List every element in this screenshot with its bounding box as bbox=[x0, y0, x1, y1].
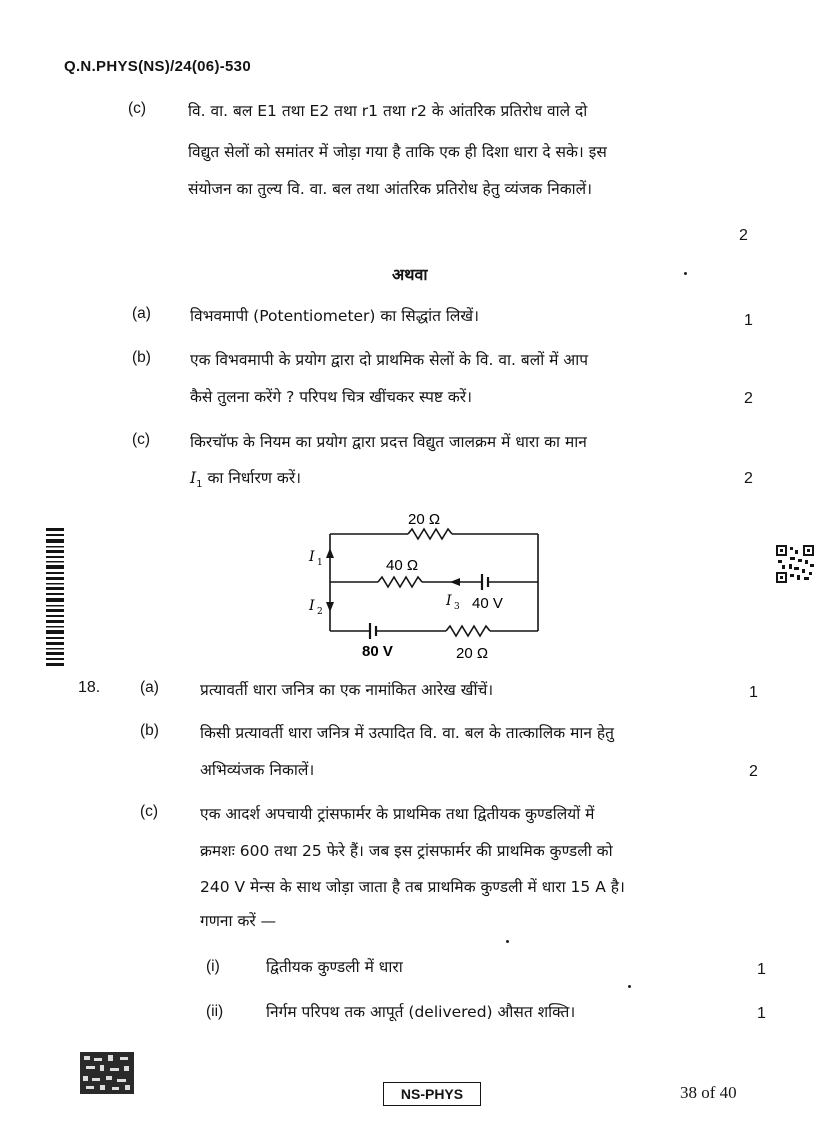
q18c-line-2: क्रमशः 600 तथा 25 फेरे हैं। जब इस ट्रांसफार्मर की प्राथमिक कुण्डली को bbox=[200, 842, 613, 860]
q18c-line-1: एक आदर्श अपचायी ट्रांसफार्मर के प्राथमिक तथा द्वितीयक कुण्डलियों में bbox=[200, 805, 595, 823]
arrow-i1-up bbox=[326, 548, 334, 558]
q18a-text: प्रत्यावर्ती धारा जनित्र का एक नामांकित आरेख खींचें। bbox=[200, 681, 494, 699]
label-v-bottom: 80 V bbox=[362, 643, 393, 660]
barcode-icon bbox=[46, 528, 64, 668]
or-c-marks: 2 bbox=[744, 470, 753, 487]
current-i1-symbol: I bbox=[190, 469, 197, 487]
q17c-label: (c) bbox=[128, 100, 147, 117]
footer-subject-code: NS-PHYS bbox=[383, 1082, 481, 1106]
q18b-marks: 2 bbox=[749, 763, 758, 780]
q17c-line-2: विद्युत सेलों को समांतर में जोड़ा गया है ताकि एक ही दिशा धारा दे सके। इस bbox=[188, 143, 607, 161]
or-b-line-1: एक विभवमापी के प्रयोग द्वारा दो प्राथमिक सेलों के वि. वा. बलों में आप bbox=[190, 351, 588, 369]
ink-dot bbox=[684, 272, 687, 275]
label-i2: I bbox=[309, 598, 315, 614]
page-number: 38 of 40 bbox=[680, 1083, 737, 1102]
q18c-label: (c) bbox=[140, 803, 159, 820]
label-i1-sub: 1 bbox=[317, 558, 323, 568]
resistor-mid bbox=[378, 577, 422, 587]
q18a-marks: 1 bbox=[749, 684, 758, 701]
label-i2-sub: 2 bbox=[317, 607, 323, 617]
label-r-top: 20 Ω bbox=[408, 511, 441, 528]
resistor-bottom bbox=[446, 626, 490, 636]
or-c-label: (c) bbox=[132, 431, 151, 448]
label-i3-sub: 3 bbox=[454, 602, 460, 612]
q18c-line-4: गणना करें — bbox=[200, 912, 277, 930]
q18c-ii-label: (ii) bbox=[206, 1003, 224, 1020]
label-i1: I bbox=[309, 549, 315, 565]
or-a-label: (a) bbox=[132, 305, 151, 322]
q17c-marks: 2 bbox=[739, 227, 748, 244]
or-c-line-2-text: का निर्धारण करें। bbox=[207, 469, 302, 487]
label-r-bottom: 20 Ω bbox=[456, 645, 489, 662]
or-b-label: (b) bbox=[132, 349, 151, 366]
q18c-i-label: (i) bbox=[206, 958, 220, 975]
arrow-i2-down bbox=[326, 602, 334, 612]
paper-code: Q.N.PHYS(NS)/24(06)-530 bbox=[64, 58, 251, 75]
q18c-ii-text: निर्गम परिपथ तक आपूर्त (delivered) औसत शक्ति। bbox=[266, 1003, 576, 1021]
label-r-mid: 40 Ω bbox=[386, 557, 419, 574]
q17c-line-3: संयोजन का तुल्य वि. वा. बल तथा आंतरिक प्रतिरोध हेतु व्यंजक निकालें। bbox=[188, 180, 593, 198]
label-i3: I bbox=[446, 593, 452, 609]
q17c-line-1-text: वि. वा. बल E1 तथा E2 तथा r1 तथा r2 के आंतरिक प्रतिरोध वाले दो bbox=[188, 102, 588, 120]
ink-dot bbox=[628, 985, 631, 988]
scan-code-icon bbox=[80, 1052, 134, 1094]
q18c-ii-marks: 1 bbox=[757, 1005, 766, 1022]
q18a-label: (a) bbox=[140, 679, 159, 696]
or-c-line-2 bbox=[190, 467, 301, 496]
or-a-marks: 1 bbox=[744, 312, 753, 329]
q18c-line-3: 240 V मेन्स के साथ जोड़ा जाता है तब प्राथमिक कुण्डली में धारा 15 A है। bbox=[200, 878, 625, 896]
qr-code-icon bbox=[776, 545, 814, 583]
label-v-mid: 40 V bbox=[472, 595, 503, 612]
q18c-i-text: द्वितीयक कुण्डली में धारा bbox=[266, 958, 403, 976]
q18b-line-1: किसी प्रत्यावर्ती धारा जनित्र में उत्पादित वि. वा. बल के तात्कालिक मान हेतु bbox=[200, 724, 614, 742]
q17c-line-1 bbox=[188, 100, 587, 122]
current-i1-sub: 1 bbox=[196, 479, 203, 491]
kirchhoff-circuit-diagram bbox=[300, 506, 550, 666]
or-title: अथवा bbox=[392, 265, 428, 284]
or-c-line-1: किरचॉफ के नियम का प्रयोग द्वारा प्रदत्त विद्युत जालक्रम में धारा का मान bbox=[190, 433, 587, 451]
q18-number: 18. bbox=[78, 679, 101, 696]
q18b-label: (b) bbox=[140, 722, 159, 739]
arrow-i3-left bbox=[450, 578, 460, 586]
q18c-i-marks: 1 bbox=[757, 961, 766, 978]
q18b-line-2: अभिव्यंजक निकालें। bbox=[200, 761, 315, 779]
resistor-top bbox=[408, 529, 452, 539]
or-b-marks: 2 bbox=[744, 390, 753, 407]
or-a-text: विभवमापी (Potentiometer) का सिद्धांत लिखें। bbox=[190, 307, 479, 325]
or-b-line-2: कैसे तुलना करेंगे ? परिपथ चित्र खींचकर स्पष्ट करें। bbox=[190, 388, 473, 406]
ink-dot bbox=[506, 940, 509, 943]
